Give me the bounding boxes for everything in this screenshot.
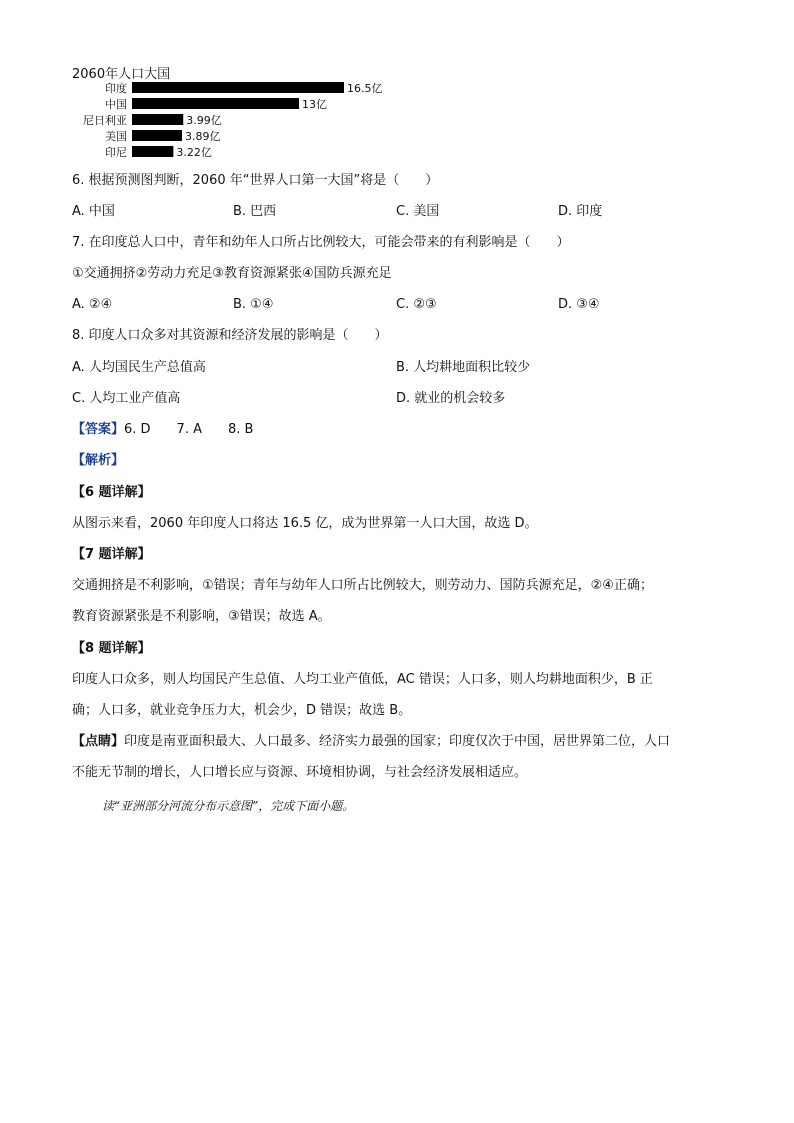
q8-option-b[interactable]: B. 人均耕地面积比较少: [396, 360, 531, 375]
category-label: 美国: [105, 130, 127, 143]
answer-text: 6. D 7. A 8. B: [124, 422, 254, 437]
chart-title: 2060年人口大国: [72, 67, 171, 82]
category-label: 印度: [105, 82, 127, 95]
detail6-title: 【6 题详解】: [72, 485, 151, 500]
tip-line1: [72, 733, 670, 751]
bar: [132, 146, 173, 157]
category-label: 尼日利亚: [83, 114, 127, 127]
answer-tag: 【答案】: [72, 422, 125, 437]
tip-tag: 【点睛】: [72, 734, 125, 749]
q7-option-c[interactable]: C. ②③: [396, 297, 437, 312]
category-label: 中国: [105, 98, 127, 111]
q6-option-c[interactable]: C. 美国: [396, 204, 440, 219]
q6-option-d[interactable]: D. 印度: [558, 204, 603, 219]
answer-line: [72, 421, 253, 439]
q8-option-a[interactable]: A. 人均国民生产总值高: [72, 360, 206, 375]
detail8-title: 【8 题详解】: [72, 641, 151, 656]
bar: [132, 114, 183, 125]
next-section-intro: 读“亚洲部分河流分布示意图”，完成下面小题。: [102, 799, 355, 813]
q8-stem: 8. 印度人口众多对其资源和经济发展的影响是（ ）: [72, 328, 388, 343]
q8-option-c[interactable]: C. 人均工业产值高: [72, 391, 181, 406]
detail6-text: 从图示来看，2060 年印度人口将达 16.5 亿，成为世界第一人口大国，故选 D。: [72, 516, 538, 531]
bar: [132, 98, 299, 109]
detail8-line1: 印度人口众多，则人均国民产生总值、人均工业产值低，AC 错误；人口多，则人均耕地面积少，B 正: [72, 672, 653, 687]
q7-option-a[interactable]: A. ②④: [72, 297, 113, 312]
q6-stem: 6. 根据预测图判断，2060 年“世界人口第一大国”将是（ ）: [72, 173, 439, 188]
detail7-title: 【7 题详解】: [72, 547, 151, 562]
q7-choices: ①交通拥挤②劳动力充足③教育资源紧张④国防兵源充足: [72, 266, 392, 281]
detail7-line2: 教育资源紧张是不利影响，③错误；故选 A。: [72, 609, 331, 624]
population-bar-chart: [72, 80, 402, 162]
q7-stem: 7. 在印度总人口中，青年和幼年人口所占比例较大，可能会带来的有利影响是（ ）: [72, 235, 570, 250]
detail8-line2: 确；人口多，就业竞争压力大，机会少，D 错误；故选 B。: [72, 703, 412, 718]
value-label: 13亿: [302, 98, 328, 111]
q7-option-b[interactable]: B. ①④: [233, 297, 274, 312]
detail7-line1: 交通拥挤是不利影响，①错误；青年与幼年人口所占比例较大，则劳动力、国防兵源充足，②④正确；: [72, 578, 653, 593]
value-label: 3.89亿: [184, 130, 221, 143]
q6-option-a[interactable]: A. 中国: [72, 204, 115, 219]
bar: [132, 130, 182, 141]
value-label: 3.99亿: [186, 114, 222, 127]
q6-option-b[interactable]: B. 巴西: [233, 204, 277, 219]
q7-option-d[interactable]: D. ③④: [558, 297, 600, 312]
q8-option-d[interactable]: D. 就业的机会较多: [396, 391, 506, 406]
tip-line2: 不能无节制的增长，人口增长应与资源、环境相协调，与社会经济发展相适应。: [72, 765, 528, 780]
category-label: 印尼: [105, 146, 127, 159]
analysis-tag: 【解析】: [72, 453, 125, 468]
value-label: 3.22亿: [176, 146, 212, 159]
value-label: 16.5亿: [347, 82, 383, 95]
bar: [132, 82, 344, 93]
tip-text-line1: 印度是南亚面积最大、人口最多、经济实力最强的国家；印度仅次于中国，居世界第二位，人口: [124, 734, 671, 749]
